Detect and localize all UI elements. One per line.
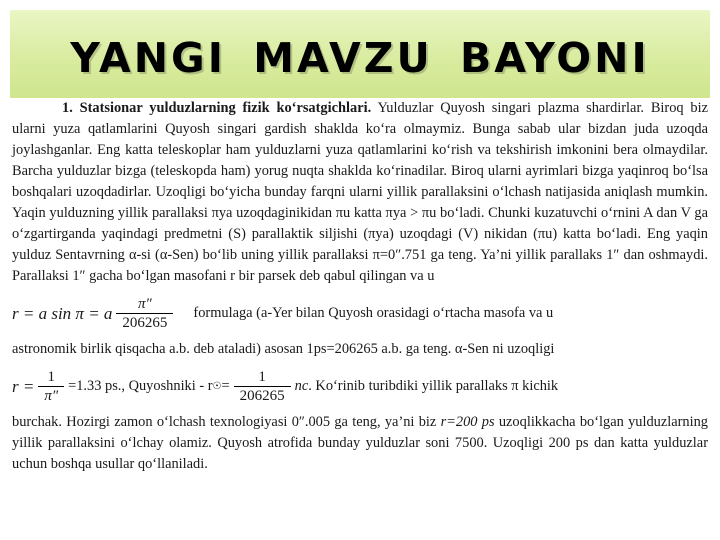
paragraph-3-text-a: burchak. Hozirgi zamon o‘lchash texnologiyasi 0″.005 ga teng, ya’ni biz [12, 414, 441, 430]
equation-distance-fraction-1 [38, 368, 64, 405]
paragraph-3 [12, 412, 708, 475]
paragraph-3-italic: r=200 ps [440, 414, 495, 430]
sun-symbol: ☉ [212, 380, 222, 392]
page-title: YANGI MAVZU BAYONI [70, 34, 650, 82]
document-body [12, 98, 708, 475]
paragraph-1 [12, 98, 708, 287]
equation-unit: nc [294, 377, 309, 394]
equation-equals: = [221, 377, 230, 394]
equation-parsec-text: formulaga (a-Yer bilan Quyosh orasidagi o‘rtacha masofa va u [193, 304, 554, 321]
fraction-denominator: 206265 [234, 386, 291, 405]
fraction-numerator: 1 [47, 368, 55, 385]
equation-distance-mid: =1.33 ps., Quyoshniki - r [68, 377, 213, 394]
paragraph-1-text: Yulduzlar Quyosh singari plazma shardirlar. Biroq biz ularni yuza qatlamlarini Quyosh singari gardish shaklda ko‘ra olmaymiz. Bunga sabab ular bizdan juda uzoqda joylashganlar. Eng katta teleskoplar ham yulduzlarni yuza qatlamlarini ko‘rish va tekshirish imkonini bera olmaydilar. Barcha yulduzlar bizga (teleskopda ham) yorug nuqta shaklda ko‘rinadilar. Biroq ularni ayrimlari bizga yaqinroq bo‘lsa boshqalari uzoqdadirlar. Uzoqligi bo‘yicha bunday farqni ularni yillik parallaksini o‘lchash natijasida aniqlash mumkin. Yaqin yulduzning yillik parallaksi πya uzoqdaginikidan πu katta πya > πu bo‘ladi. Chunki kuzatuvchi o‘rnini A dan V ga o‘zgartirganda yaqindagi predmetni (S) parallaktik siljishi (πya) uzoqdagi (V) nikidan (πu) katta bo‘ladi. Eng yaqin yulduz Sentavrning α-si (α-Sen) bo‘lib uning yillik parallaksi π=0″.751 ga teng. Ya’ni yillik parallaks 1″ dan oshmaydi. Parallaksi 1″ gacha bo‘lgan masofani r bir parsek deb qabul qilingan va u [12, 100, 708, 284]
equation-distance-fraction-2 [234, 368, 291, 405]
fraction-denominator: π″ [38, 386, 64, 405]
fraction-numerator: 1 [258, 368, 266, 385]
section-heading: 1. Statsionar yulduzlarning fizik ko‘rsatgichlari. [62, 100, 372, 116]
fraction-numerator: π″ [138, 295, 152, 312]
fraction-denominator: 206265 [116, 313, 173, 332]
equation-distance-text: . Ko‘rinib turibdiki yillik parallaks π kichik [308, 377, 559, 394]
equation-parsec-lhs: r = a sin π = a [12, 303, 113, 323]
equation-parsec-fraction [116, 295, 173, 332]
equation-distance [12, 360, 708, 412]
equation-distance-lhs: r = [12, 376, 35, 396]
equation-parsec [12, 287, 708, 339]
paragraph-2: astronomik birlik qisqacha a.b. deb ataladi) asosan 1ps=206265 a.b. ga teng. α-Sen ni uzoqligi [12, 341, 555, 357]
paragraph-3-text-b: uzoqlikkacha bo‘lgan yulduzlarning yillik parallaksini o‘lchay olamiz. Quyosh atrofida bunday yulduzlar soni 7500. Uzoqligi 200 ps dan katta yulduzlar uchun boshqa usullar qo‘llaniladi. [12, 414, 709, 472]
